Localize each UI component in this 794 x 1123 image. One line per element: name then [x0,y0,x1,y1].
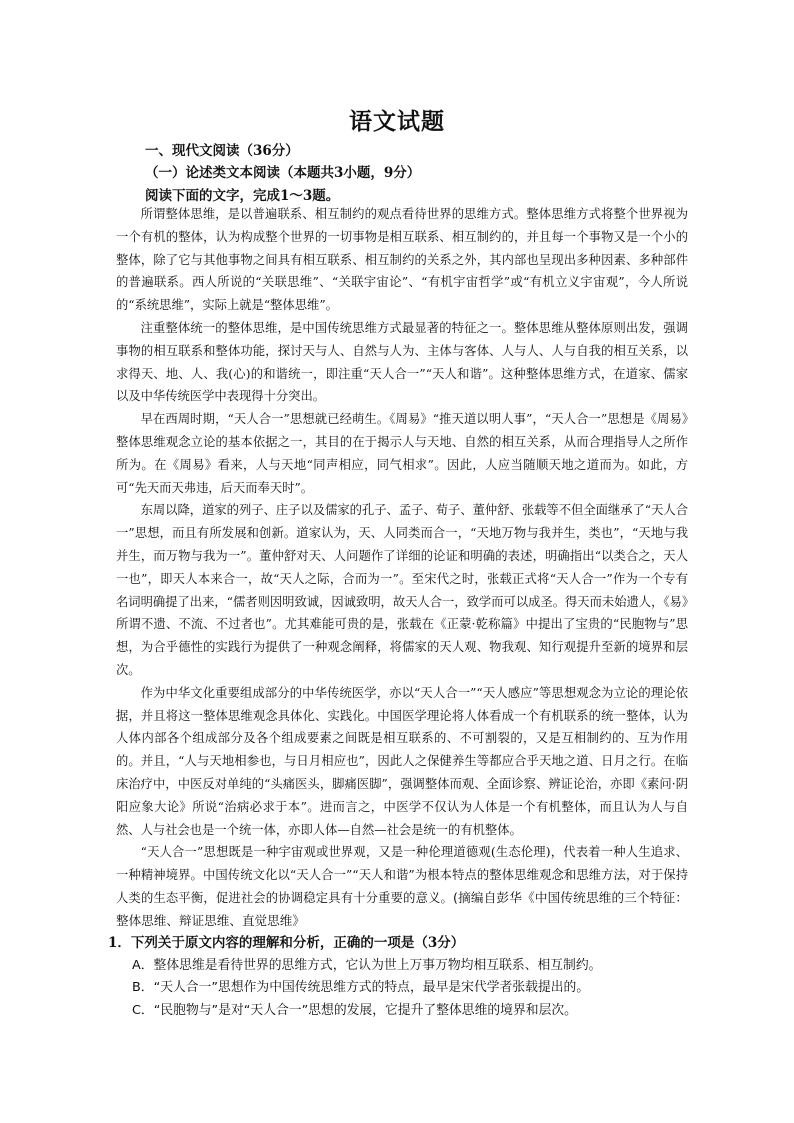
question-1-option-b: B．“天人合一”思想作为中国传统思维方式的特点，最早是宋代学者张载提出的。 [132,980,590,995]
question-1-option-c: C．“民胞物与”是对“天人合一”思想的发展，它提升了整体思维的境界和层次。 [132,1003,577,1018]
question-1-stem: 1．下列关于原文内容的理解和分析，正确的一项是（3分） [108,935,465,951]
passage-paragraph-4: 东周以降，道家的列子、庄子以及儒家的孔子、孟子、荀子、董仲舒、张载等不但全面继承了“天人合一”思想，而且有所发展和创新。道家认为，天、人同类而合一，“天地万物与我并生，类也”，“天地与我并生，而万物与我为一”。董仲舒对天、人问题作了详细的论证和明确的表述，明确指出“以类合之，天人一也”，即天人本来合一，故“天人之际，合而为一”。至宋代之时，张载正式将“天人合一”作为一个专有名词明确提了出来，“儒者则因明致诚，因诚致明，故天人合一，致学而可以成圣。得天而未始遗人，《易》所谓不遗、不流、不过者也”。尤其难能可贵的是，张载在《正蒙·乾称篇》中提出了宝贵的“民胞物与”思想，为合乎德性的实践行为提供了一种观念阐释，将儒家的天人观、物我观、知行观提升至新的境界和层次。 [116,503,688,677]
subsection-heading: （一）论述类文本阅读（本题共3小题，9分） [145,165,421,181]
passage-paragraph-1: 所谓整体思维，是以普遍联系、相互制约的观点看待世界的思维方式。整体思维方式将整个世界视为一个有机的整体，认为构成整个世界的一切事物是相互联系、相互制约的，并且每一个事物又是一个小的整体，除了它与其他事物之间具有相互联系、相互制约的关系之外，其内部也呈现出多种因素、多种部件的普遍联系。西人所说的“关联思维”、“关联宇宙论”、“有机宇宙哲学”或“有机立义宇宙观”，今人所说的“系统思维”，实际上就是“整体思维”。 [116,207,688,313]
passage-source: (摘编自彭华《中国传统思维的三个特征：整体思维、辩证思维、直觉思维》 [116,889,688,928]
reading-passage [116,203,688,933]
reading-instruction: 阅读下面的文字，完成1～3题。 [145,188,340,204]
passage-paragraph-6-text: “天人合一”思想既是一种宇宙观或世界观，又是一种伦理道德观(生态伦理)，代表着一种人生追求、一种精神境界。中国传统文化以“天人合一”“天人和谐”为根本特点的整体思维观念和思维方法，对于保持人类的生态平衡，促进社会的协调稳定具有十分重要的意义。 [116,845,688,905]
passage-paragraph-6 [116,841,688,932]
exam-title: 语文试题 [349,108,445,135]
passage-paragraph-2: 注重整体统一的整体思维，是中国传统思维方式最显著的特征之一。整体思维从整体原则出发，强调事物的相互联系和整体功能，探讨天与人、自然与人为、主体与客体、人与人、人与自我的相互关系，以求得天、地、人、我(心)的和谐统一，即注重“天人合一”“天人和谐”。这种整体思维方式，在道家、儒家以及中华传统医学中表现得十分突出。 [116,320,688,404]
passage-paragraph-5: 作为中华文化重要组成部分的中华传统医学，亦以“天人合一”“天人感应”等思想观念为立论的理论依据，并且将这一整体思维观念具体化、实践化。中国医学理论将人体看成一个有机联系的统一整体，认为人体内部各个组成部分及各个组成要素之间既是相互联系的、不可割裂的，又是互相制约的、互为作用的。并且，“人与天地相参也，与日月相应也”，因此人之保健养生等都应合乎天地之道、日月之行。在临床治疗中，中医反对单纯的“头痛医头，脚痛医脚”，强调整体而观、全面诊察、辨证论治，亦即《素问·阴阳应象大论》所说“治病必求于本”。进而言之，中医学不仅认为人体是一个有机整体，而且认为人与自然、人与社会也是一个统一体，亦即人体—自然—社会是统一的有机整体。 [116,685,688,837]
passage-paragraph-3: 早在西周时期，“天人合一”思想就已经萌生。《周易》“推天道以明人事”，“天人合一”思想是《周易》整体思维观念立论的基本依据之一，其目的在于揭示人与天地、自然的相互关系，从而合理指导人之所作所为。在《周易》看来，人与天地“同声相应，同气相求”。因此，人应当随顺天地之道而为。如此，方可“先天而天弗违，后天而奉天时”。 [116,412,688,495]
question-1-option-a: A．整体思维是看待世界的思维方式，它认为世上万事万物均相互联系、相互制约。 [132,958,602,973]
section-heading: 一、现代文阅读（36分） [145,143,299,159]
